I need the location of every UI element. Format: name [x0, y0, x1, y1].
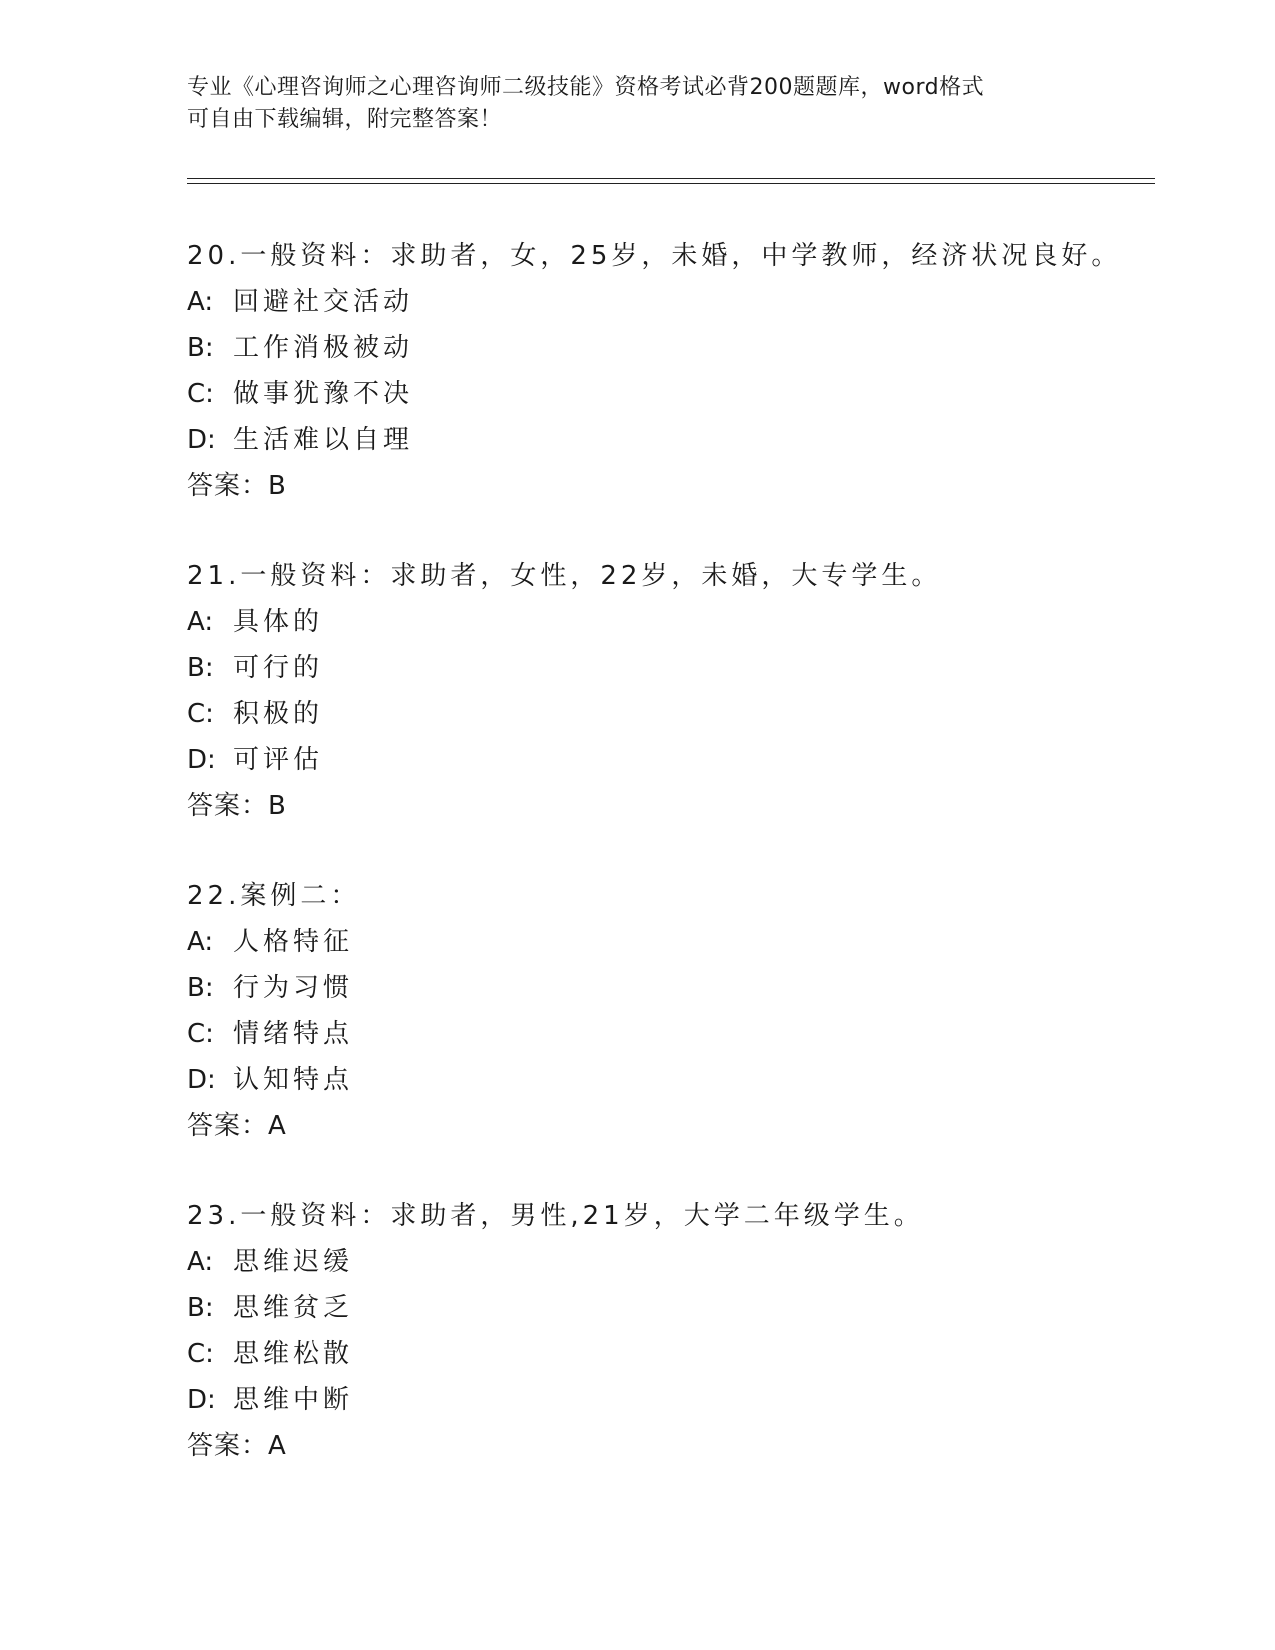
- option-key: C:: [187, 379, 214, 409]
- option-key: B:: [187, 653, 214, 683]
- answer-line: 答案：A: [187, 1431, 287, 1461]
- option-key: D:: [187, 1385, 216, 1415]
- option-text: 认知特点: [233, 1065, 354, 1095]
- option-text: 行为习惯: [233, 973, 354, 1003]
- question-stem: 20.一般资料：求助者，女，25岁，未婚，中学教师，经济状况良好。: [187, 241, 1122, 271]
- option-key: B:: [187, 973, 214, 1003]
- question-block-20: [187, 233, 1187, 509]
- option-a: [187, 599, 1187, 645]
- document-header: [187, 72, 1087, 136]
- header-line-1: 专业《心理咨询师之心理咨询师二级技能》资格考试必背200题题库，word格式: [187, 75, 985, 100]
- option-b: [187, 965, 1187, 1011]
- question-stem: 21.一般资料：求助者，女性，22岁，未婚，大专学生。: [187, 561, 942, 591]
- option-key: B:: [187, 1293, 214, 1323]
- option-key: A:: [187, 1247, 214, 1277]
- question-block-23: [187, 1193, 1187, 1469]
- option-text: 回避社交活动: [233, 287, 414, 317]
- header-divider-top: [187, 178, 1155, 179]
- option-d: [187, 737, 1187, 783]
- option-key: B:: [187, 333, 214, 363]
- answer-line: 答案：B: [187, 471, 287, 501]
- option-text: 思维松散: [233, 1339, 354, 1369]
- option-key: C:: [187, 1019, 214, 1049]
- option-key: A:: [187, 927, 214, 957]
- option-text: 工作消极被动: [233, 333, 414, 363]
- option-c: [187, 691, 1187, 737]
- answer-line: 答案：B: [187, 791, 287, 821]
- header-line-2: 可自由下载编辑，附完整答案！: [187, 107, 503, 132]
- option-c: [187, 1331, 1187, 1377]
- option-b: [187, 325, 1187, 371]
- question-stem: 22.案例二：: [187, 881, 361, 911]
- header-divider-bottom: [187, 183, 1155, 184]
- option-c: [187, 371, 1187, 417]
- option-key: C:: [187, 699, 214, 729]
- option-text: 做事犹豫不决: [233, 379, 414, 409]
- option-key: D:: [187, 745, 216, 775]
- option-text: 人格特征: [233, 927, 354, 957]
- option-text: 情绪特点: [233, 1019, 354, 1049]
- option-d: [187, 1377, 1187, 1423]
- option-text: 积极的: [233, 699, 324, 729]
- option-text: 思维中断: [233, 1385, 354, 1415]
- option-text: 可行的: [233, 653, 324, 683]
- option-key: A:: [187, 607, 214, 637]
- option-a: [187, 1239, 1187, 1285]
- option-b: [187, 645, 1187, 691]
- option-a: [187, 279, 1187, 325]
- answer-line: 答案：A: [187, 1111, 287, 1141]
- option-key: C:: [187, 1339, 214, 1369]
- option-d: [187, 1057, 1187, 1103]
- option-c: [187, 1011, 1187, 1057]
- option-b: [187, 1285, 1187, 1331]
- option-text: 可评估: [233, 745, 324, 775]
- option-text: 生活难以自理: [233, 425, 414, 455]
- option-a: [187, 919, 1187, 965]
- option-text: 思维贫乏: [233, 1293, 354, 1323]
- option-text: 思维迟缓: [233, 1247, 354, 1277]
- option-text: 具体的: [233, 607, 324, 637]
- option-key: D:: [187, 1065, 216, 1095]
- question-stem: 23.一般资料：求助者，男性,21岁，大学二年级学生。: [187, 1201, 924, 1231]
- question-block-21: [187, 553, 1187, 829]
- option-d: [187, 417, 1187, 463]
- question-block-22: [187, 873, 1187, 1149]
- option-key: A:: [187, 287, 214, 317]
- option-key: D:: [187, 425, 216, 455]
